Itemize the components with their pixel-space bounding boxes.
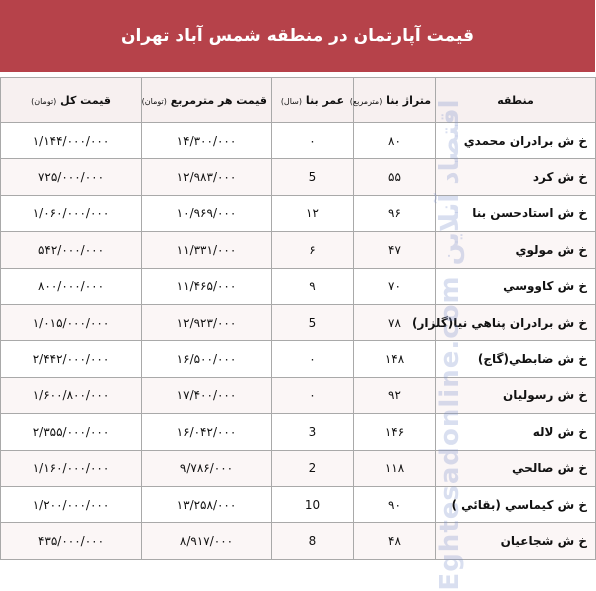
cell-area: ۱۴۶: [354, 414, 436, 450]
cell-area: ۹۶: [354, 195, 436, 231]
cell-price-per-meter: ۱۶/۵۰۰/۰۰۰: [142, 341, 272, 377]
cell-total-price: ۵۴۲/۰۰۰/۰۰۰: [1, 232, 142, 268]
cell-area: ۸۰: [354, 123, 436, 159]
header-area: متراژ بنا (مترمربع): [354, 78, 436, 123]
cell-price-per-meter: ۸/۹۱۷/۰۰۰: [142, 523, 272, 559]
cell-age: ۶: [272, 232, 354, 268]
cell-age: 3: [272, 414, 354, 450]
header-region: منطقه: [436, 78, 596, 123]
cell-region: خ ش رسوليان: [436, 377, 596, 413]
cell-price-per-meter: ۱۲/۹۲۳/۰۰۰: [142, 304, 272, 340]
cell-area: ۷۸: [354, 304, 436, 340]
cell-area: ۵۵: [354, 159, 436, 195]
cell-age: ۰: [272, 377, 354, 413]
table-row: [1, 123, 596, 159]
cell-total-price: ۱/۱۶۰/۰۰۰/۰۰۰: [1, 450, 142, 486]
cell-age: 2: [272, 450, 354, 486]
cell-total-price: ۱/۱۴۴/۰۰۰/۰۰۰: [1, 123, 142, 159]
cell-area: ۴۸: [354, 523, 436, 559]
cell-region: خ ش استادحسن بنا: [436, 195, 596, 231]
cell-region: خ ش برادران پناهي نيا(گلزار): [436, 304, 596, 340]
cell-total-price: ۱/۶۰۰/۸۰۰/۰۰۰: [1, 377, 142, 413]
header-total-price: قیمت کل (تومان): [1, 78, 142, 123]
cell-region: خ ش برادران محمدي: [436, 123, 596, 159]
watermark: Eghtesadonline.com اقتصاد آنلاین: [435, 99, 465, 591]
page-title: قیمت آپارتمان در منطقه شمس آباد تهران: [0, 0, 595, 72]
cell-age: ۰: [272, 123, 354, 159]
cell-total-price: ۱/۲۰۰/۰۰۰/۰۰۰: [1, 486, 142, 522]
cell-region: خ ش ضابطي(گاج): [436, 341, 596, 377]
price-table: [0, 77, 596, 560]
cell-region: خ ش کرد: [436, 159, 596, 195]
table-row: [1, 486, 596, 522]
table-row: [1, 232, 596, 268]
cell-age: 10: [272, 486, 354, 522]
cell-age: ۹: [272, 268, 354, 304]
cell-total-price: ۱/۰۶۰/۰۰۰/۰۰۰: [1, 195, 142, 231]
cell-price-per-meter: ۱۲/۹۸۳/۰۰۰: [142, 159, 272, 195]
cell-region: خ ش صالحي: [436, 450, 596, 486]
cell-price-per-meter: ۱۷/۴۰۰/۰۰۰: [142, 377, 272, 413]
cell-price-per-meter: ۱۶/۰۴۲/۰۰۰: [142, 414, 272, 450]
cell-total-price: ۱/۰۱۵/۰۰۰/۰۰۰: [1, 304, 142, 340]
table-row: [1, 304, 596, 340]
cell-age: ۱۲: [272, 195, 354, 231]
cell-total-price: ۴۳۵/۰۰۰/۰۰۰: [1, 523, 142, 559]
table-row: [1, 450, 596, 486]
cell-region: خ ش لاله: [436, 414, 596, 450]
cell-area: ۹۰: [354, 486, 436, 522]
cell-price-per-meter: ۱۱/۳۳۱/۰۰۰: [142, 232, 272, 268]
cell-region: خ ش شجاعيان: [436, 523, 596, 559]
cell-area: ۱۱۸: [354, 450, 436, 486]
table-row: [1, 159, 596, 195]
cell-age: ۰: [272, 341, 354, 377]
cell-area: ۷۰: [354, 268, 436, 304]
cell-area: ۱۴۸: [354, 341, 436, 377]
table-body: [1, 123, 596, 560]
cell-total-price: ۸۰۰/۰۰۰/۰۰۰: [1, 268, 142, 304]
header-age: عمر بنا (سال): [272, 78, 354, 123]
table-row: [1, 195, 596, 231]
cell-price-per-meter: ۱۳/۲۵۸/۰۰۰: [142, 486, 272, 522]
cell-total-price: ۷۲۵/۰۰۰/۰۰۰: [1, 159, 142, 195]
cell-area: ۴۷: [354, 232, 436, 268]
cell-price-per-meter: ۹/۷۸۶/۰۰۰: [142, 450, 272, 486]
cell-total-price: ۲/۴۴۲/۰۰۰/۰۰۰: [1, 341, 142, 377]
table-row: [1, 377, 596, 413]
cell-area: ۹۲: [354, 377, 436, 413]
header-price-per-meter: قیمت هر مترمربع (تومان): [142, 78, 272, 123]
cell-region: خ ش مولوي: [436, 232, 596, 268]
table-row: [1, 523, 596, 559]
table-row: [1, 414, 596, 450]
cell-price-per-meter: ۱۰/۹۶۹/۰۰۰: [142, 195, 272, 231]
table-row: [1, 341, 596, 377]
cell-age: 5: [272, 159, 354, 195]
cell-price-per-meter: ۱۴/۳۰۰/۰۰۰: [142, 123, 272, 159]
cell-region: خ ش کاووسي: [436, 268, 596, 304]
table-header-row: [1, 78, 596, 123]
cell-total-price: ۲/۳۵۵/۰۰۰/۰۰۰: [1, 414, 142, 450]
cell-price-per-meter: ۱۱/۴۶۵/۰۰۰: [142, 268, 272, 304]
cell-region: خ ش کيماسي (بقائي ): [436, 486, 596, 522]
cell-age: 5: [272, 304, 354, 340]
table-row: [1, 268, 596, 304]
cell-age: 8: [272, 523, 354, 559]
